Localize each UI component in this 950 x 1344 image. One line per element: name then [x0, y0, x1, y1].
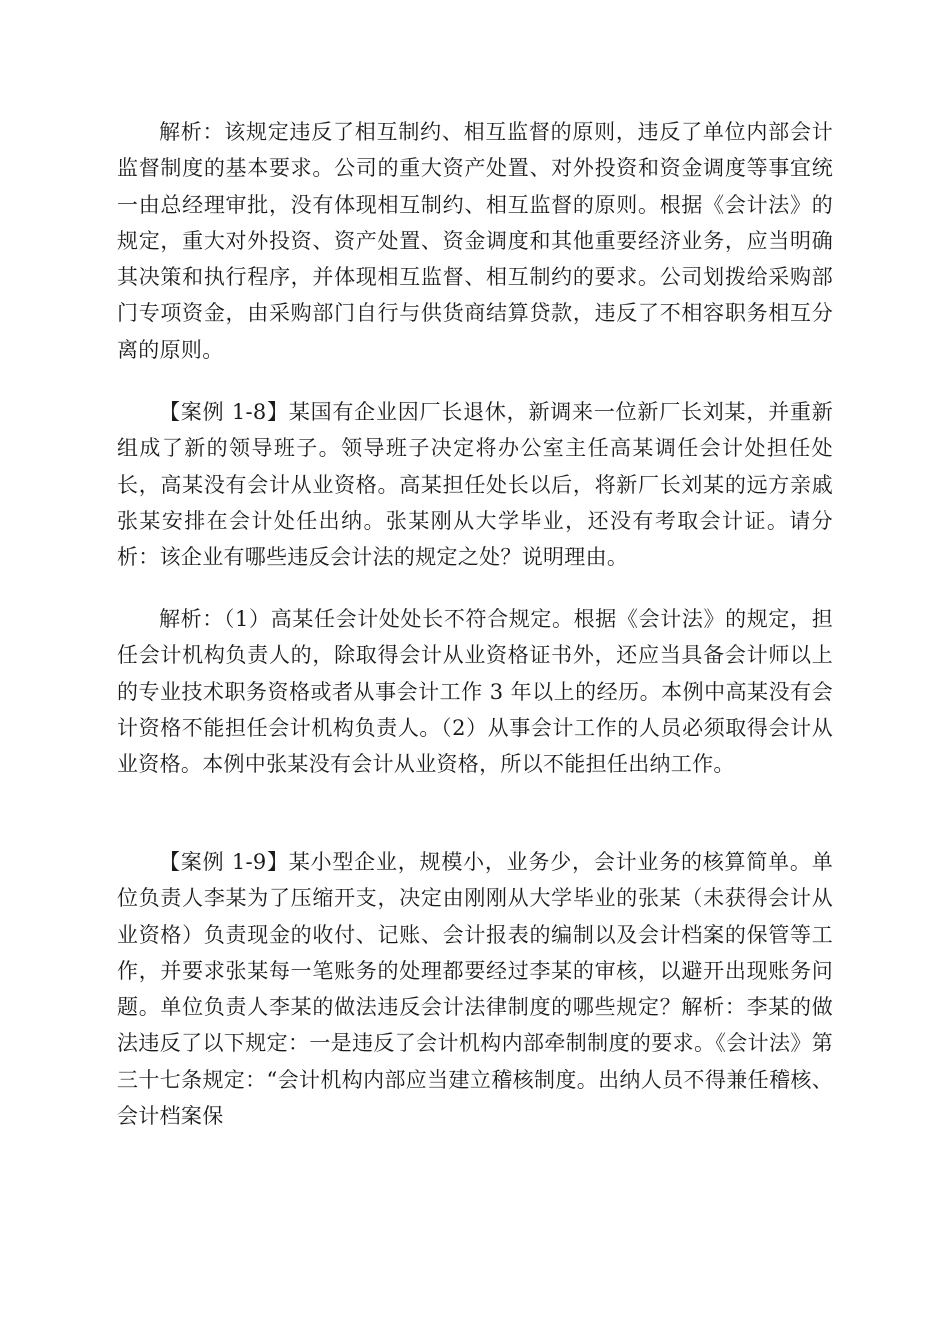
case-1-8-paragraph: 【案例 1-8】某国有企业因厂长退休，新调来一位新厂长刘某，并重新组成了新的领导班子。领导班子决定将办公室主任高某调任会计处担任处长，高某没有会计从业资格。高某担任处长以后，将新厂长刘某的远方亲戚张某安排在会计处任出纳。张某刚从大学毕业，还没有考取会计证。请分析：该企业有哪些违反会计法的规定之处？说明理由。: [117, 400, 833, 570]
analysis-paragraph-2: 解析：（1）高某任会计处处长不符合规定。根据《会计法》的规定，担任会计机构负责人的，除取得会计从业资格证书外，还应当具备会计师以上的专业技术职务资格或者从事会计工作 3 年以上的经历。本例中高某没有会计资格不能担任会计机构负责人。（2）从事会计工作的人员必须取得会计从业资格。本例中张某没有会计从业资格，所以不能担任出纳工作。: [117, 607, 833, 777]
analysis-paragraph-1: 解析：该规定违反了相互制约、相互监督的原则，违反了单位内部会计监督制度的基本要求。公司的重大资产处置、对外投资和资金调度等事宜统一由总经理审批，没有体现相互制约、相互监督的原则。根据《会计法》的规定，重大对外投资、资产处置、资金调度和其他重要经济业务，应当明确其决策和执行程序，并体现相互监督、相互制约的要求。公司划拨给采购部门专项资金，由采购部门自行与供货商结算贷款，违反了不相容职务相互分离的原则。: [117, 120, 833, 362]
case-1-9-paragraph: 【案例 1-9】某小型企业，规模小，业务少，会计业务的核算简单。单位负责人李某为了压缩开支，决定由刚刚从大学毕业的张某（未获得会计从业资格）负责现金的收付、记账、会计报表的编制以及会计档案的保管等工作，并要求张某每一笔账务的处理都要经过李某的审核，以避开出现账务问题。单位负责人李某的做法违反会计法律制度的哪些规定？解析：李某的做法违反了以下规定：一是违反了会计机构内部牵制制度的要求。《会计法》第三十七条规定：“会计机构内部应当建立稽核制度。出纳人员不得兼任稽核、会计档案保: [117, 850, 833, 1129]
